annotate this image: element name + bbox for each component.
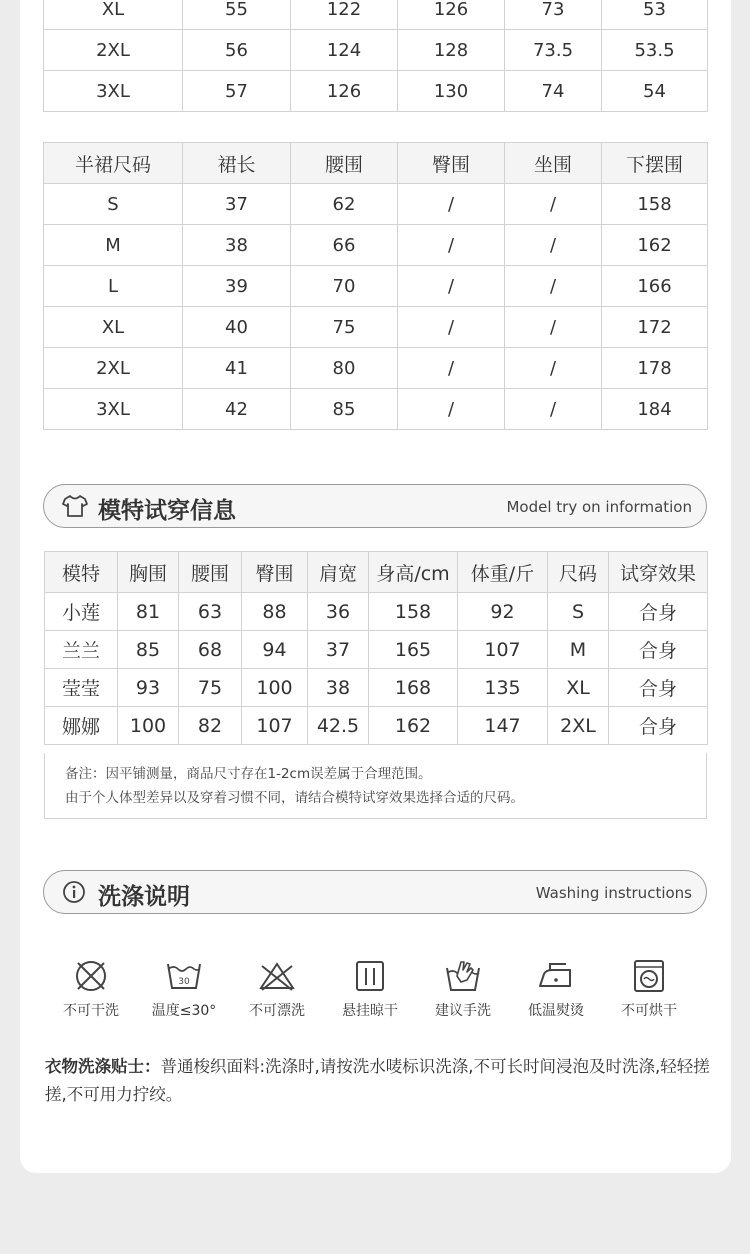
table-row [44, 389, 708, 430]
column-header: 坐围 [505, 143, 602, 184]
table-cell: 158 [602, 184, 708, 225]
table-cell: 93 [118, 669, 179, 707]
wash-item [417, 958, 509, 1020]
table-row [44, 225, 708, 266]
table-cell: 合身 [609, 707, 708, 745]
table-cell: 130 [398, 71, 505, 112]
section-subtitle: Washing instructions [535, 884, 692, 902]
table-cell: 66 [291, 225, 398, 266]
column-header: 腰围 [179, 552, 242, 593]
wash-label: 不可干洗 [63, 1003, 119, 1019]
wash-label: 悬挂晾干 [342, 1003, 398, 1019]
table-cell: 55 [183, 0, 291, 30]
table-row [45, 631, 708, 669]
table-cell: 42.5 [308, 707, 369, 745]
table-cell: 合身 [609, 631, 708, 669]
table-cell: 85 [118, 631, 179, 669]
section-title: 洗涤说明 [98, 884, 190, 910]
column-header: 尺码 [548, 552, 609, 593]
section-title: 模特试穿信息 [98, 498, 236, 524]
table-cell: 68 [179, 631, 242, 669]
washing-header [43, 870, 707, 914]
column-header: 体重/斤 [458, 552, 548, 593]
wash-label: 建议手洗 [435, 1003, 491, 1019]
table-cell: 75 [291, 307, 398, 348]
table-cell: 100 [118, 707, 179, 745]
table-cell: 3XL [44, 71, 183, 112]
table-cell: 2XL [44, 30, 183, 71]
hang-dry-icon [350, 958, 390, 994]
column-header: 臀围 [242, 552, 308, 593]
table-cell: 53.5 [602, 30, 708, 71]
column-header: 下摆围 [602, 143, 708, 184]
table-row [44, 307, 708, 348]
note-line: 备注：因平铺测量，商品尺寸存在1-2cm误差属于合理范围。 [65, 766, 432, 782]
table-cell: 107 [458, 631, 548, 669]
table-cell: 娜娜 [45, 707, 118, 745]
table-row [44, 348, 708, 389]
table-cell: 107 [242, 707, 308, 745]
table-cell: 38 [308, 669, 369, 707]
note-line: 由于个人体型差异以及穿着习惯不同，请结合模特试穿效果选择合适的尺码。 [65, 790, 524, 806]
table-cell: 80 [291, 348, 398, 389]
table-row [45, 669, 708, 707]
table-cell: 158 [369, 593, 458, 631]
table-cell: 41 [183, 348, 291, 389]
table-cell: / [505, 225, 602, 266]
table-cell: 162 [602, 225, 708, 266]
table-cell: 162 [369, 707, 458, 745]
wash-item [138, 958, 230, 1020]
table-cell: 135 [458, 669, 548, 707]
table-header-row [44, 143, 708, 184]
skirt-size-table [43, 142, 708, 430]
column-header: 肩宽 [308, 552, 369, 593]
table-cell: 165 [369, 631, 458, 669]
wash-icon-row [45, 958, 695, 1028]
table-cell: 82 [179, 707, 242, 745]
table-cell: 56 [183, 30, 291, 71]
table-cell: M [44, 225, 183, 266]
table-cell: / [398, 266, 505, 307]
top-size-table [43, 0, 708, 112]
table-cell: 74 [505, 71, 602, 112]
wash-tip [45, 1053, 717, 1109]
table-cell: S [44, 184, 183, 225]
table-cell: XL [548, 669, 609, 707]
table-cell: 兰兰 [45, 631, 118, 669]
table-cell: L [44, 266, 183, 307]
table-cell: 42 [183, 389, 291, 430]
column-header: 臀围 [398, 143, 505, 184]
table-cell: 2XL [44, 348, 183, 389]
table-cell: / [398, 348, 505, 389]
table-cell: / [398, 184, 505, 225]
table-cell: XL [44, 307, 183, 348]
table-cell: 63 [179, 593, 242, 631]
table-row [44, 71, 708, 112]
table-cell: 62 [291, 184, 398, 225]
column-header: 半裙尺码 [44, 143, 183, 184]
table-cell: 3XL [44, 389, 183, 430]
wash-item [231, 958, 323, 1020]
table-cell: 126 [398, 0, 505, 30]
table-row [44, 266, 708, 307]
table-cell: / [398, 307, 505, 348]
table-cell: 178 [602, 348, 708, 389]
table-cell: 100 [242, 669, 308, 707]
table-cell: 184 [602, 389, 708, 430]
table-cell: S [548, 593, 609, 631]
size-note [44, 753, 707, 819]
column-header: 裙长 [183, 143, 291, 184]
table-cell: / [398, 389, 505, 430]
wash-label: 不可漂洗 [249, 1003, 305, 1019]
table-cell: / [505, 307, 602, 348]
table-row [45, 593, 708, 631]
table-cell: 39 [183, 266, 291, 307]
table-cell: M [548, 631, 609, 669]
model-info-header [43, 484, 707, 528]
column-header: 胸围 [118, 552, 179, 593]
wash-30-icon [164, 958, 204, 994]
table-cell: 合身 [609, 593, 708, 631]
wash-temp-badge: 30 [178, 977, 190, 987]
table-cell: 莹莹 [45, 669, 118, 707]
no-dry-clean-icon [71, 958, 111, 994]
column-header: 模特 [45, 552, 118, 593]
table-cell: 166 [602, 266, 708, 307]
table-cell: 81 [118, 593, 179, 631]
table-row [44, 30, 708, 71]
table-cell: XL [44, 0, 183, 30]
table-cell: 126 [291, 71, 398, 112]
hand-wash-icon [443, 958, 483, 994]
column-header: 腰围 [291, 143, 398, 184]
table-row [44, 0, 708, 30]
wash-tip-label: 衣物洗涤贴士： [45, 1057, 161, 1076]
table-cell: 85 [291, 389, 398, 430]
table-cell: 小莲 [45, 593, 118, 631]
table-row [44, 184, 708, 225]
table-cell: / [505, 266, 602, 307]
table-cell: 122 [291, 0, 398, 30]
table-cell: 36 [308, 593, 369, 631]
section-subtitle: Model try on information [506, 498, 692, 516]
tshirt-icon [62, 494, 88, 518]
table-cell: / [398, 225, 505, 266]
no-bleach-icon [257, 958, 297, 994]
column-header: 身高/cm [369, 552, 458, 593]
table-cell: 38 [183, 225, 291, 266]
wash-tip-text: 普通梭织面料:洗涤时,请按洗水唛标识洗涤,不可长时间浸泡及时洗涤,轻轻搓搓,不可用力拧绞。 [45, 1057, 710, 1104]
table-cell: 168 [369, 669, 458, 707]
wash-label: 低温熨烫 [528, 1003, 584, 1019]
table-cell: 合身 [609, 669, 708, 707]
table-cell: 88 [242, 593, 308, 631]
table-cell: 92 [458, 593, 548, 631]
wash-item [45, 958, 137, 1020]
table-cell: / [505, 184, 602, 225]
wash-label: 温度≤30° [151, 1003, 217, 1019]
table-cell: 54 [602, 71, 708, 112]
table-cell: 70 [291, 266, 398, 307]
wash-label: 不可烘干 [621, 1003, 677, 1019]
table-cell: 40 [183, 307, 291, 348]
table-cell: 53 [602, 0, 708, 30]
wash-item [324, 958, 416, 1020]
table-cell: 75 [179, 669, 242, 707]
table-cell: 128 [398, 30, 505, 71]
no-tumble-dry-icon [629, 958, 669, 994]
table-cell: 172 [602, 307, 708, 348]
low-iron-icon [536, 958, 576, 994]
table-cell: 37 [183, 184, 291, 225]
table-header-row [45, 552, 708, 593]
table-cell: 57 [183, 71, 291, 112]
column-header: 试穿效果 [609, 552, 708, 593]
table-cell: 73.5 [505, 30, 602, 71]
table-row [45, 707, 708, 745]
table-cell: 94 [242, 631, 308, 669]
info-icon [62, 880, 88, 904]
table-cell: 37 [308, 631, 369, 669]
table-cell: 124 [291, 30, 398, 71]
table-cell: / [505, 348, 602, 389]
table-cell: 2XL [548, 707, 609, 745]
table-cell: 73 [505, 0, 602, 30]
table-cell: / [505, 389, 602, 430]
wash-item [510, 958, 602, 1020]
model-try-on-table [44, 551, 708, 745]
wash-item [603, 958, 695, 1020]
table-cell: 147 [458, 707, 548, 745]
